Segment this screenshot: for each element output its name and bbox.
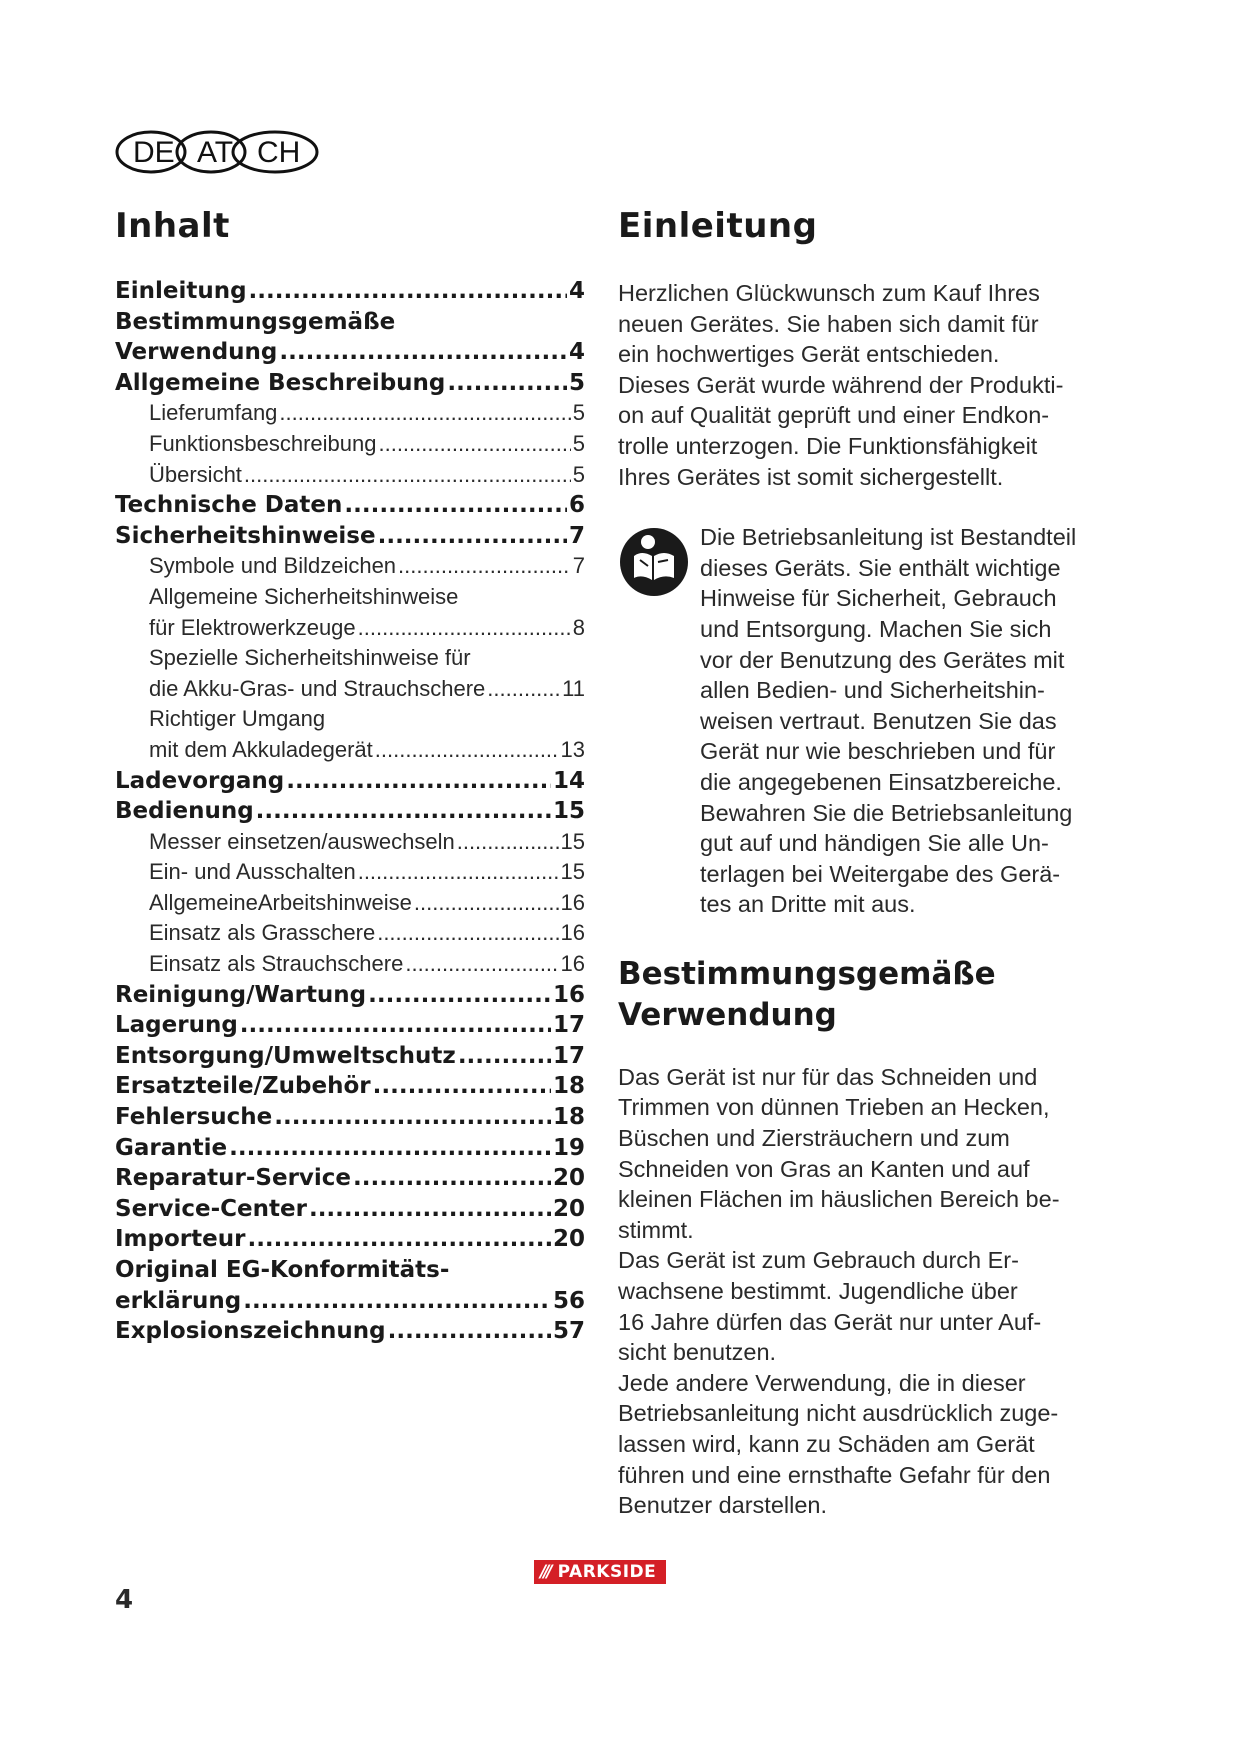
toc-entry bbox=[115, 1286, 585, 1317]
toc-entry-title: AllgemeineArbeitshinweise bbox=[149, 889, 412, 915]
text-line: Die Betriebsanleitung ist Bestandteil bbox=[700, 524, 1077, 551]
toc-entry-page: 4 bbox=[568, 278, 585, 304]
toc-entry-title: Allgemeine Sicherheitshinweise bbox=[149, 583, 459, 609]
page-number: 4 bbox=[115, 1585, 134, 1615]
manual-note-text bbox=[700, 522, 1098, 920]
text-line: weisen vertraut. Benutzen Sie das bbox=[700, 707, 1057, 734]
text-line: vor der Benutzung des Gerätes mit bbox=[700, 646, 1065, 673]
toc-entry-page: 5 bbox=[568, 369, 585, 396]
toc-entry-title: Importeur bbox=[115, 1226, 246, 1253]
toc-entry-title: Fehlersuche bbox=[115, 1104, 273, 1131]
toc-entry-title: Einsatz als Grasschere bbox=[149, 920, 376, 946]
toc-entry-title: Bedienung bbox=[115, 798, 254, 825]
text-line: und Entsorgung. Machen Sie sich bbox=[700, 615, 1052, 642]
toc-entry bbox=[115, 276, 585, 307]
toc-entry bbox=[115, 521, 585, 552]
toc-entry bbox=[115, 1041, 585, 1072]
toc-entry-title: Spezielle Sicherheitshinweise für bbox=[149, 645, 471, 671]
toc-entry bbox=[115, 613, 585, 644]
usage-heading-line1: Bestimmungsgemäße bbox=[618, 955, 996, 992]
usage-heading-line2: Verwendung bbox=[618, 996, 837, 1033]
toc-leader-dots bbox=[279, 398, 570, 429]
toc-leader-dots bbox=[286, 766, 551, 797]
toc-entry bbox=[115, 1133, 585, 1164]
toc-entry-page: 16 bbox=[560, 920, 585, 946]
badge-de: DE bbox=[133, 136, 175, 169]
text-line: 16 Jahre dürfen das Gerät nur unter Auf- bbox=[618, 1308, 1042, 1335]
toc-entry-page: 18 bbox=[552, 1104, 585, 1131]
manual-note bbox=[618, 522, 1098, 920]
toc-entry bbox=[115, 1010, 585, 1041]
toc-list bbox=[115, 276, 585, 1347]
toc-entry-title: Übersicht bbox=[149, 461, 242, 487]
text-line: Das Gerät ist nur für das Schneiden und bbox=[618, 1063, 1038, 1090]
toc-entry-page: 20 bbox=[552, 1226, 585, 1253]
toc-leader-dots bbox=[414, 888, 559, 919]
text-line: Schneiden von Gras an Kanten und auf bbox=[618, 1155, 1030, 1182]
toc-entry bbox=[115, 398, 585, 429]
toc-leader-dots bbox=[256, 796, 551, 827]
toc-entry-title: Garantie bbox=[115, 1134, 228, 1161]
toc-entry-page: 20 bbox=[552, 1165, 585, 1192]
toc-entry bbox=[115, 337, 585, 368]
toc-entry bbox=[115, 1102, 585, 1133]
toc-leader-dots bbox=[279, 337, 567, 368]
toc-leader-dots bbox=[247, 1224, 551, 1255]
toc-entry-page: 57 bbox=[552, 1318, 585, 1345]
toc-entry-title: Einsatz als Strauchschere bbox=[149, 951, 404, 977]
logo-text: PARKSIDE bbox=[557, 1562, 657, 1582]
badge-ch: CH bbox=[257, 136, 301, 169]
text-line: Das Gerät ist zum Gebrauch durch Er- bbox=[618, 1247, 1019, 1274]
toc-leader-dots bbox=[405, 949, 558, 980]
toc-leader-dots bbox=[487, 674, 560, 705]
text-line: neuen Gerätes. Sie haben sich damit für bbox=[618, 310, 1039, 337]
main-content bbox=[618, 200, 1098, 1521]
text-line: ein hochwertiges Gerät entschieden. bbox=[618, 341, 1000, 368]
toc-leader-dots bbox=[244, 460, 571, 491]
toc-entry-title: Verwendung bbox=[115, 339, 278, 366]
toc-entry-title: Einleitung bbox=[115, 278, 247, 304]
country-badges bbox=[115, 128, 355, 178]
toc-entry-page: 7 bbox=[568, 522, 585, 549]
toc-entry-page: 8 bbox=[572, 614, 585, 640]
toc-leader-dots bbox=[353, 1163, 551, 1194]
toc-entry bbox=[115, 674, 585, 705]
toc-leader-dots bbox=[344, 490, 567, 521]
toc-entry-title: erklärung bbox=[115, 1287, 242, 1314]
text-line: Hinweise für Sicherheit, Gebrauch bbox=[700, 585, 1057, 612]
toc-leader-dots bbox=[457, 827, 559, 858]
usage-paragraph bbox=[618, 1062, 1098, 1521]
toc-entry-title: Reparatur-Service bbox=[115, 1165, 352, 1192]
toc-entry bbox=[115, 1255, 585, 1286]
toc-leader-dots bbox=[243, 1286, 551, 1317]
text-line: Herzlichen Glückwunsch zum Kauf Ihres bbox=[618, 280, 1040, 306]
text-line: terlagen bei Weitergabe des Gerä- bbox=[700, 860, 1061, 887]
toc-entry-page: 17 bbox=[552, 1012, 585, 1039]
intro-paragraph bbox=[618, 278, 1098, 492]
toc-entry-page: 13 bbox=[560, 736, 585, 762]
toc-leader-dots bbox=[375, 735, 559, 766]
text-line: Ihres Gerätes ist somit sichergestellt. bbox=[618, 463, 1004, 490]
toc-entry-page: 56 bbox=[552, 1287, 585, 1314]
toc-entry bbox=[115, 490, 585, 521]
toc-leader-dots bbox=[458, 1041, 551, 1072]
toc-entry-page: 15 bbox=[552, 798, 585, 825]
toc-entry-title: Technische Daten bbox=[115, 492, 343, 519]
text-line: Benutzer darstellen. bbox=[618, 1492, 828, 1519]
toc-entry bbox=[115, 857, 585, 888]
toc-entry-title: Funktionsbeschreibung bbox=[149, 430, 377, 456]
toc-leader-dots bbox=[309, 1194, 551, 1225]
toc-entry bbox=[115, 429, 585, 460]
logo-slashes: /// bbox=[540, 1562, 550, 1582]
text-line: Gerät nur wie beschrieben und für bbox=[700, 738, 1056, 765]
text-line: Betriebsanleitung nicht ausdrücklich zuge- bbox=[618, 1400, 1059, 1427]
toc-entry-title: für Elektrowerkzeuge bbox=[149, 614, 356, 640]
toc-entry-title: Original EG-Konformitäts- bbox=[115, 1257, 450, 1283]
toc-heading: Inhalt bbox=[115, 206, 230, 246]
toc-entry-page: 5 bbox=[572, 430, 585, 456]
toc-entry-page: 5 bbox=[572, 400, 585, 426]
toc-leader-dots bbox=[274, 1102, 551, 1133]
text-line: Jede andere Verwendung, die in dieser bbox=[618, 1369, 1026, 1396]
toc-entry-title: Symbole und Bildzeichen bbox=[149, 553, 397, 579]
text-line: tes an Dritte mit aus. bbox=[700, 891, 916, 918]
text-line: Trimmen von dünnen Trieben an Hecken, bbox=[618, 1094, 1050, 1121]
toc-entry-title: Ein- und Ausschalten bbox=[149, 859, 356, 885]
toc-leader-dots bbox=[377, 918, 558, 949]
toc-entry-title: mit dem Akkuladegerät bbox=[149, 736, 373, 762]
toc-entry bbox=[115, 918, 585, 949]
toc-entry bbox=[115, 704, 585, 735]
table-of-contents bbox=[115, 200, 585, 1347]
toc-leader-dots bbox=[378, 429, 570, 460]
toc-entry-title: Messer einsetzen/auswechseln bbox=[149, 828, 455, 854]
toc-entry-page: 14 bbox=[552, 767, 585, 794]
toc-leader-dots bbox=[373, 1071, 551, 1102]
text-line: allen Bedien- und Sicherheitshin- bbox=[700, 677, 1045, 704]
toc-entry-page: 7 bbox=[572, 553, 585, 579]
toc-entry bbox=[115, 1224, 585, 1255]
toc-entry-title: die Akku-Gras- und Strauchschere bbox=[149, 675, 486, 701]
toc-leader-dots bbox=[378, 521, 567, 552]
text-line: wachsene bestimmt. Jugendliche über bbox=[618, 1278, 1018, 1305]
toc-entry-title: Lieferumfang bbox=[149, 400, 278, 426]
toc-entry-title: Reinigung/Wartung bbox=[115, 981, 367, 1008]
toc-entry-page: 15 bbox=[560, 859, 585, 885]
toc-entry bbox=[115, 1071, 585, 1102]
usage-heading bbox=[618, 954, 1098, 1036]
toc-entry bbox=[115, 1194, 585, 1225]
toc-leader-dots bbox=[229, 1133, 551, 1164]
toc-entry bbox=[115, 368, 585, 399]
text-line: on auf Qualität geprüft und einer Endkon- bbox=[618, 402, 1050, 429]
toc-entry-page: 4 bbox=[568, 339, 585, 366]
toc-entry bbox=[115, 307, 585, 338]
badge-at: AT bbox=[197, 136, 234, 169]
toc-leader-dots bbox=[398, 551, 571, 582]
toc-entry-page: 16 bbox=[560, 889, 585, 915]
toc-leader-dots bbox=[447, 368, 567, 399]
toc-leader-dots bbox=[368, 980, 551, 1011]
toc-entry-title: Service-Center bbox=[115, 1195, 307, 1222]
toc-entry-page: 15 bbox=[560, 828, 585, 854]
toc-entry-page: 16 bbox=[560, 951, 585, 977]
toc-entry bbox=[115, 460, 585, 491]
toc-entry-title: Explosionszeichnung bbox=[115, 1318, 386, 1345]
toc-entry bbox=[115, 1163, 585, 1194]
toc-entry bbox=[115, 735, 585, 766]
text-line: lassen wird, kann zu Schäden am Gerät bbox=[618, 1431, 1035, 1457]
text-line: Dieses Gerät wurde während der Produkti- bbox=[618, 371, 1064, 398]
toc-entry bbox=[115, 766, 585, 797]
toc-entry-page: 11 bbox=[562, 675, 585, 701]
parkside-logo bbox=[534, 1560, 666, 1584]
toc-entry bbox=[115, 551, 585, 582]
toc-entry-page: 5 bbox=[572, 461, 585, 487]
text-line: Büschen und Ziersträuchern und zum bbox=[618, 1125, 1010, 1152]
toc-entry bbox=[115, 1316, 585, 1347]
text-line: Bewahren Sie die Betriebsanleitung bbox=[700, 799, 1073, 826]
toc-entry-title: Bestimmungsgemäße bbox=[115, 308, 396, 335]
toc-entry-title: Ersatzteile/Zubehör bbox=[115, 1073, 371, 1100]
text-line: die angegebenen Einsatzbereiche. bbox=[700, 768, 1062, 795]
text-line: dieses Geräts. Sie enthält wichtige bbox=[700, 554, 1061, 581]
toc-entry bbox=[115, 980, 585, 1011]
toc-entry bbox=[115, 888, 585, 919]
toc-entry bbox=[115, 582, 585, 613]
read-manual-icon bbox=[618, 526, 690, 598]
toc-entry-title: Lagerung bbox=[115, 1012, 238, 1039]
toc-entry-page: 18 bbox=[552, 1073, 585, 1100]
text-line: sicht benutzen. bbox=[618, 1339, 777, 1366]
text-line: trolle unterzogen. Die Funktionsfähigkeit bbox=[618, 432, 1038, 459]
text-line: stimmt. bbox=[618, 1216, 694, 1243]
toc-entry-page: 19 bbox=[552, 1134, 585, 1161]
text-line: kleinen Flächen im häuslichen Bereich be- bbox=[618, 1186, 1060, 1213]
toc-entry-page: 17 bbox=[552, 1042, 585, 1069]
toc-entry-title: Ladevorgang bbox=[115, 767, 285, 794]
toc-entry-title: Entsorgung/Umweltschutz bbox=[115, 1042, 456, 1069]
toc-entry-title: Allgemeine Beschreibung bbox=[115, 369, 446, 396]
toc-entry-title: Richtiger Umgang bbox=[149, 706, 326, 732]
toc-leader-dots bbox=[358, 857, 559, 888]
toc-leader-dots bbox=[388, 1316, 551, 1347]
toc-entry-page: 20 bbox=[552, 1195, 585, 1222]
intro-heading: Einleitung bbox=[618, 206, 818, 246]
toc-entry bbox=[115, 827, 585, 858]
text-line: gut auf und händigen Sie alle Un- bbox=[700, 830, 1049, 857]
toc-entry bbox=[115, 949, 585, 980]
toc-entry bbox=[115, 796, 585, 827]
toc-leader-dots bbox=[240, 1010, 551, 1041]
toc-leader-dots bbox=[249, 276, 567, 307]
toc-entry bbox=[115, 643, 585, 674]
toc-entry-page: 6 bbox=[568, 492, 585, 519]
toc-entry-page: 16 bbox=[552, 981, 585, 1008]
toc-leader-dots bbox=[358, 613, 571, 644]
text-line: führen und eine ernsthafte Gefahr für den bbox=[618, 1461, 1051, 1488]
toc-entry-title: Sicherheitshinweise bbox=[115, 522, 376, 549]
